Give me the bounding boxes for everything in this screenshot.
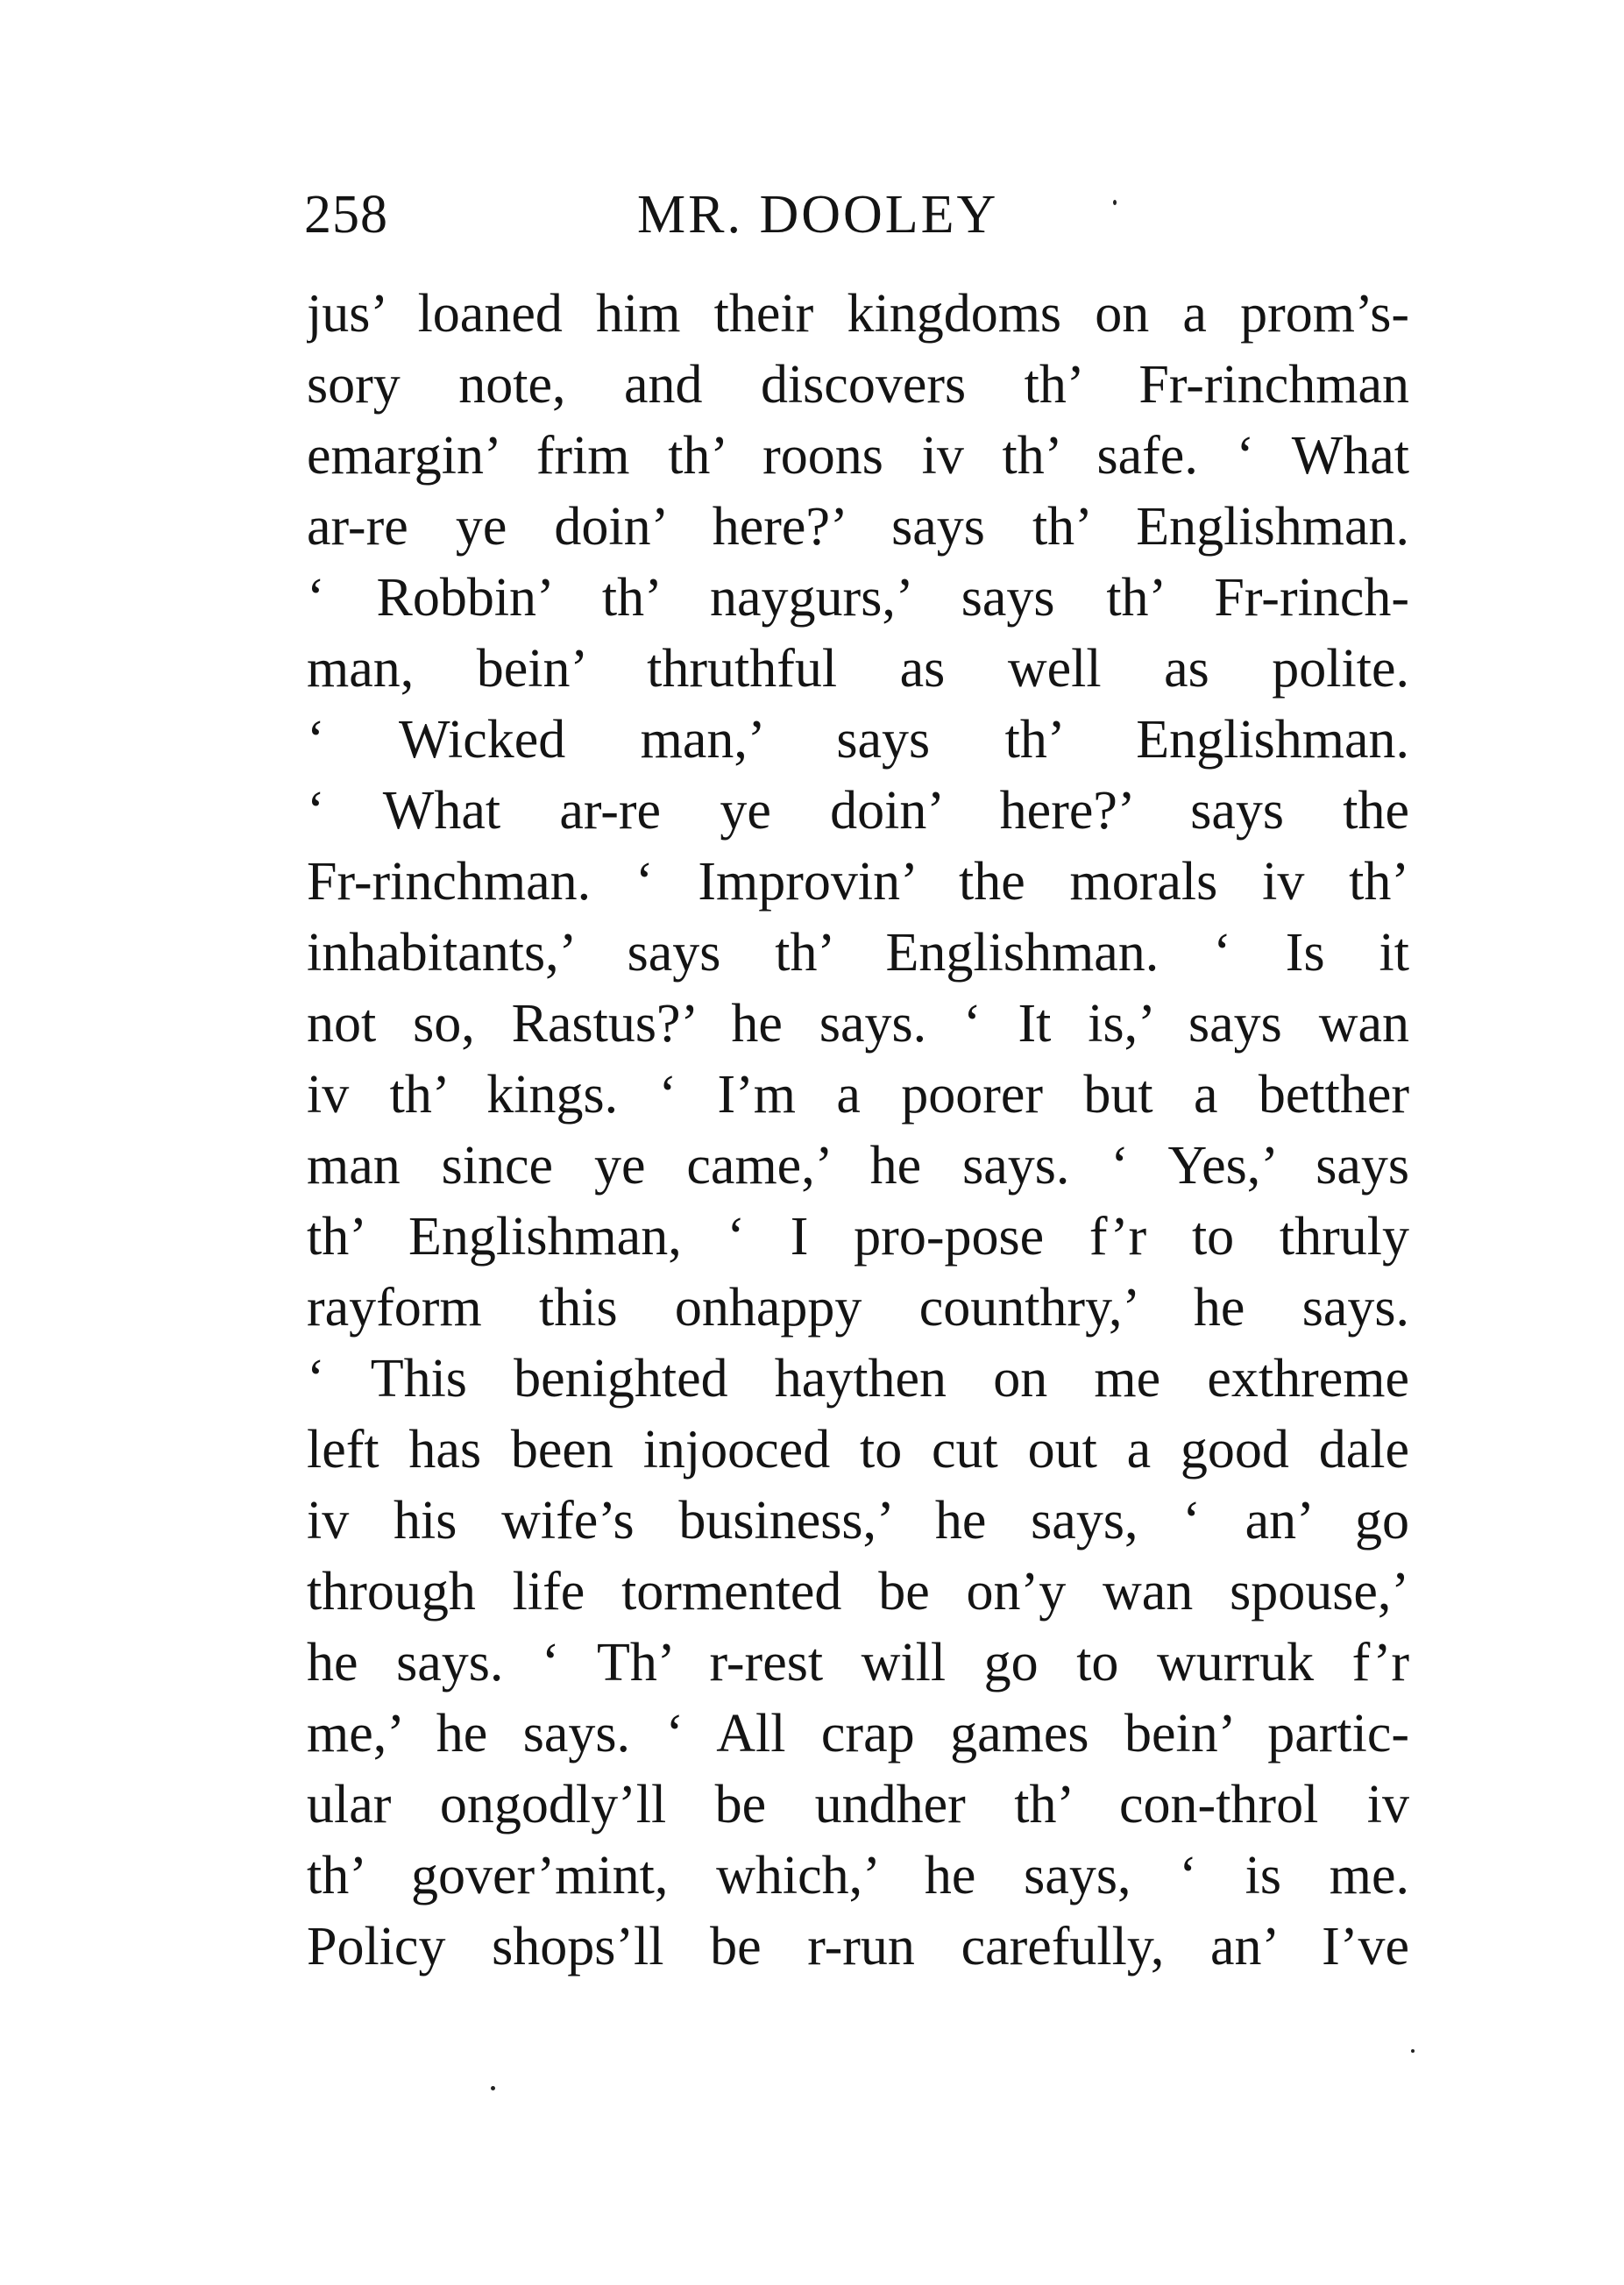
text-line: me,’ he says. ‘ All crap games bein’ partic-	[307, 1704, 1409, 1763]
text-line: ‘ What ar-re ye doin’ here?’ says the	[307, 781, 1409, 841]
text-line: emargin’ frim th’ roons iv th’ safe. ‘ What	[307, 426, 1409, 486]
text-line: ‘ Robbin’ th’ naygurs,’ says th’ Fr-rinch-	[307, 568, 1409, 628]
scan-speck	[491, 2086, 495, 2090]
running-title: MR. DOOLEY	[637, 185, 999, 245]
page-header	[304, 180, 1408, 250]
text-line: through life tormented be on’y wan spouse,’	[307, 1562, 1409, 1621]
text-line: th’ gover’mint, which,’ he says, ‘ is me.	[307, 1846, 1409, 1905]
page-number: 258	[304, 185, 388, 245]
text-line: ar-re ye doin’ here?’ says th’ Englishman.	[307, 497, 1409, 557]
text-line: ular ongodly’ll be undher th’ con-throl iv	[307, 1775, 1409, 1834]
scan-speck	[1411, 2049, 1415, 2053]
text-line: th’ Englishman, ‘ I pro-pose f’r to thruly	[307, 1207, 1409, 1267]
text-line: left has been injooced to cut out a good dale	[307, 1420, 1409, 1480]
scan-speck	[1113, 200, 1117, 205]
text-line: not so, Rastus?’ he says. ‘ It is,’ says wan	[307, 994, 1409, 1054]
text-line: man since ye came,’ he says. ‘ Yes,’ says	[307, 1136, 1409, 1196]
text-line: sory note, and discovers th’ Fr-rinchman	[307, 355, 1409, 415]
text-line: iv his wife’s business,’ he says, ‘ an’ go	[307, 1491, 1409, 1551]
text-line: jus’ loaned him their kingdoms on a prom’s-	[307, 284, 1409, 344]
text-line: inhabitants,’ says th’ Englishman. ‘ Is it	[307, 923, 1409, 983]
text-line: Fr-rinchman. ‘ Improvin’ the morals iv th’	[307, 852, 1409, 912]
text-line: ‘ Wicked man,’ says th’ Englishman.	[307, 710, 1409, 770]
text-line: iv th’ kings. ‘ I’m a poorer but a betther	[307, 1065, 1409, 1125]
text-line: he says. ‘ Th’ r-rest will go to wurruk f’r	[307, 1633, 1409, 1692]
body-text	[307, 279, 1409, 1983]
text-line: rayform this onhappy counthry,’ he says.	[307, 1278, 1409, 1338]
text-line: Policy shops’ll be r-run carefully, an’ I’ve	[307, 1917, 1409, 1976]
text-line: man, bein’ thruthful as well as polite.	[307, 639, 1409, 699]
text-line: ‘ This benighted haythen on me exthreme	[307, 1349, 1409, 1409]
